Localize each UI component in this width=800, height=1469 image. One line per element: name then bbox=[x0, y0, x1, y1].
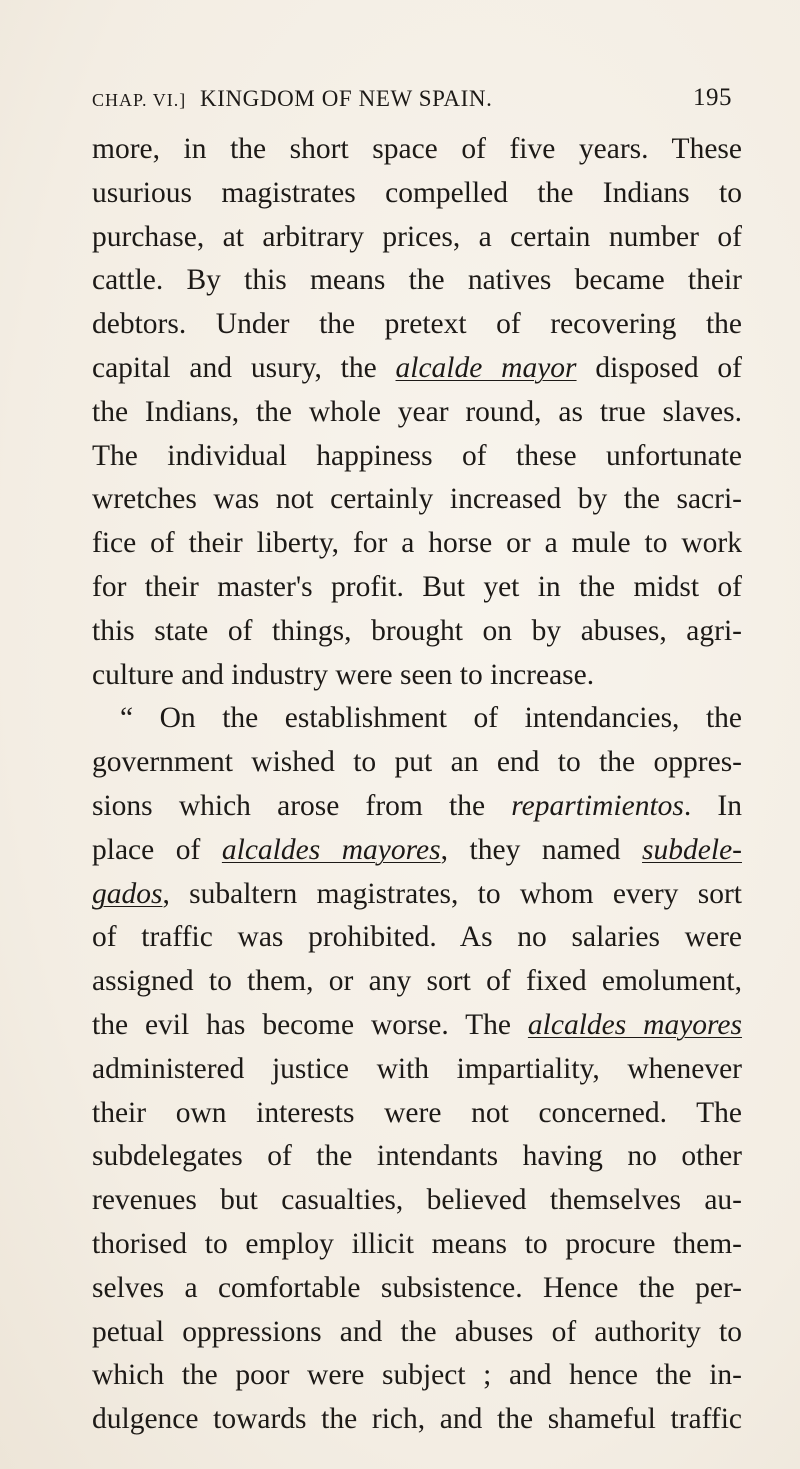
text-line: cattle. By this means the natives became their bbox=[92, 264, 742, 297]
text-line: wretches was not certainly increased by the sacri- bbox=[92, 483, 742, 516]
text-line: sions which arose from the repartimientos. In bbox=[92, 789, 742, 822]
chapter-marker: CHAP. VI.] bbox=[92, 90, 187, 110]
text-line: the Indians, the whole year round, as true slaves. bbox=[92, 395, 742, 428]
text-line: this state of things, brought on by abuses, agri- bbox=[92, 614, 742, 647]
text-line: The individual happiness of these unfortunate bbox=[92, 439, 742, 472]
text-line: administered justice with impartiality, whenever bbox=[92, 1052, 742, 1085]
text-line: “ On the establishment of intendancies, the bbox=[120, 702, 742, 735]
italic-term: repartimientos bbox=[511, 789, 684, 822]
text-line: thorised to employ illicit means to procure them- bbox=[92, 1227, 742, 1260]
text-line: assigned to them, or any sort of fixed emolument, bbox=[92, 965, 742, 998]
text-line: gados, subaltern magistrates, to whom every sort bbox=[92, 877, 742, 910]
text-line: government wished to put an end to the oppres- bbox=[92, 746, 742, 779]
running-title: KINGDOM OF NEW SPAIN. bbox=[200, 86, 493, 111]
text-line: usurious magistrates compelled the Indians to bbox=[92, 176, 742, 209]
text-line: selves a comfortable subsistence. Hence the per- bbox=[92, 1271, 742, 1304]
body-text bbox=[92, 128, 742, 1442]
page-number: 195 bbox=[693, 84, 732, 111]
italic-term: subdele- bbox=[642, 833, 742, 866]
text-line: of traffic was prohibited. As no salaries were bbox=[92, 921, 742, 954]
text-line: debtors. Under the pretext of recovering the bbox=[92, 308, 742, 341]
italic-term: alcalde mayor bbox=[395, 351, 577, 384]
italic-term: alcaldes mayores bbox=[221, 833, 441, 866]
text-line: their own interests were not concerned. The bbox=[92, 1096, 742, 1129]
italic-term: alcaldes mayores bbox=[527, 1008, 742, 1041]
text-line: dulgence towards the rich, and the shameful traffic bbox=[92, 1403, 742, 1436]
text-line: subdelegates of the intendants having no other bbox=[92, 1140, 742, 1173]
italic-term: gados bbox=[92, 877, 163, 910]
text-line: petual oppressions and the abuses of authority to bbox=[92, 1315, 742, 1348]
text-line: for their master's profit. But yet in the midst of bbox=[92, 570, 742, 603]
text-line: more, in the short space of five years. These bbox=[92, 133, 742, 165]
text-line: place of alcaldes mayores, they named subdele- bbox=[92, 833, 742, 866]
text-line: the evil has become worse. The alcaldes mayores bbox=[92, 1008, 742, 1041]
text-line: revenues but casualties, believed themselves au- bbox=[92, 1184, 742, 1217]
text-line: culture and industry were seen to increase. bbox=[92, 658, 595, 691]
text-line: capital and usury, the alcalde mayor disposed of bbox=[92, 351, 742, 384]
text-line: purchase, at arbitrary prices, a certain number of bbox=[92, 220, 742, 253]
running-header bbox=[92, 82, 732, 122]
text-line: which the poor were subject ; and hence the in- bbox=[92, 1359, 742, 1392]
text-line: fice of their liberty, for a horse or a mule to work bbox=[92, 527, 742, 560]
